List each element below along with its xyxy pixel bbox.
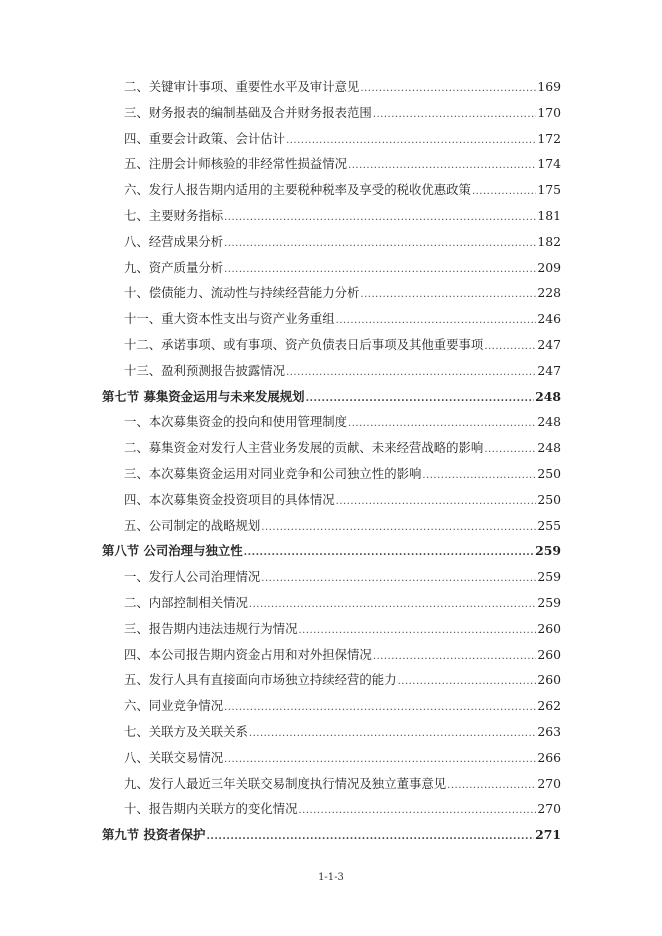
toc-entry[interactable] (102, 696, 561, 722)
toc-entry[interactable] (102, 335, 561, 361)
dot-leader (224, 238, 536, 249)
dot-leader (249, 728, 536, 739)
dot-leader (348, 160, 536, 171)
toc-entry-page: 266 (537, 749, 561, 765)
toc-entry-title: 九、发行人最近三年关联交易制度执行情况及独立董事意见 (124, 775, 447, 791)
toc-entry-title: 第七节 募集资金运用与未来发展规划 (102, 388, 305, 404)
toc-entry-title: 三、本次募集资金运用对同业竞争和公司独立性的影响 (124, 465, 422, 481)
toc-entry-title: 七、主要财务指标 (124, 207, 224, 223)
table-of-contents (102, 77, 561, 851)
dot-leader (244, 547, 535, 558)
toc-entry-page: 260 (537, 646, 561, 662)
toc-entry-title: 十、偿债能力、流动性与持续经营能力分析 (124, 285, 360, 301)
toc-entry-title: 六、发行人报告期内适用的主要税种税率及享受的税收优惠政策 (124, 182, 471, 198)
toc-entry-page: 209 (537, 259, 561, 275)
toc-entry[interactable] (102, 799, 561, 825)
dot-leader (484, 444, 536, 455)
toc-entry-page: 262 (537, 698, 561, 714)
toc-entry[interactable] (102, 722, 561, 748)
dot-leader (286, 135, 536, 146)
dot-leader (224, 702, 536, 713)
toc-entry[interactable] (102, 774, 561, 800)
dot-leader (336, 496, 537, 507)
toc-entry-page: 255 (537, 517, 561, 533)
toc-entry[interactable] (102, 412, 561, 438)
toc-entry-title: 四、本公司报告期内资金占用和对外担保情况 (124, 646, 372, 662)
toc-entry-title: 六、同业竞争情况 (124, 698, 224, 714)
toc-entry-page: 246 (537, 311, 561, 327)
toc-entry-title: 四、重要会计政策、会计估计 (124, 130, 286, 146)
toc-entry-title: 八、关联交易情况 (124, 749, 224, 765)
toc-entry[interactable] (102, 361, 561, 387)
toc-entry[interactable] (102, 438, 561, 464)
toc-section-entry[interactable] (102, 387, 561, 413)
toc-entry[interactable] (102, 154, 561, 180)
toc-entry-title: 十、报告期内关联方的变化情况 (124, 801, 298, 817)
toc-entry-page: 169 (537, 79, 561, 94)
toc-entry-title: 第九节 投资者保护 (102, 827, 206, 843)
toc-entry-title: 二、内部控制相关情况 (124, 594, 248, 610)
page-number: 1-1-3 (318, 872, 344, 883)
toc-entry-title: 十一、重大资本性支出与资产业务重组 (124, 311, 335, 327)
toc-entry-title: 十二、承诺事项、或有事项、资产负债表日后事项及其他重要事项 (124, 336, 484, 352)
toc-entry[interactable] (102, 593, 561, 619)
toc-entry[interactable] (102, 283, 561, 309)
toc-entry-title: 四、本次募集资金投资项目的具体情况 (124, 491, 335, 507)
dot-leader (306, 393, 535, 404)
dot-leader (360, 83, 536, 94)
toc-entry-page: 259 (537, 594, 561, 610)
toc-entry-page: 259 (537, 569, 561, 585)
toc-entry-title: 第八节 公司治理与独立性 (102, 543, 243, 559)
toc-entry-page: 247 (537, 362, 561, 378)
toc-entry-title: 五、注册会计师核验的非经常性损益情况 (124, 156, 348, 172)
toc-entry-title: 五、公司制定的战略规划 (124, 517, 261, 533)
dot-leader (472, 186, 536, 197)
toc-entry-title: 一、发行人公司治理情况 (124, 569, 261, 585)
dot-leader (298, 625, 536, 636)
toc-entry-page: 181 (537, 207, 561, 223)
toc-entry-page: 170 (537, 104, 561, 120)
toc-entry[interactable] (102, 309, 561, 335)
dot-leader (261, 573, 536, 584)
toc-entry-title: 一、本次募集资金的投向和使用管理制度 (124, 414, 348, 430)
toc-entry-page: 228 (537, 285, 561, 301)
toc-entry[interactable] (102, 619, 561, 645)
toc-entry[interactable] (102, 180, 561, 206)
toc-entry[interactable] (102, 129, 561, 155)
toc-entry[interactable] (102, 258, 561, 284)
toc-entry-title: 五、发行人具有直接面向市场独立持续经营的能力 (124, 672, 397, 688)
toc-entry-page: 260 (537, 620, 561, 636)
dot-leader (206, 831, 534, 842)
dot-leader (286, 367, 536, 378)
toc-entry[interactable] (102, 77, 561, 103)
toc-entry-page: 271 (535, 827, 561, 843)
toc-entry[interactable] (102, 516, 561, 542)
toc-entry-title: 三、财务报表的编制基础及合并财务报表范围 (124, 104, 372, 120)
toc-entry-title: 二、募集资金对发行人主营业务发展的贡献、未来经营战略的影响 (124, 440, 484, 456)
dot-leader (261, 522, 536, 533)
toc-entry-page: 248 (537, 440, 561, 456)
dot-leader (398, 676, 537, 687)
dot-leader (373, 651, 537, 662)
toc-entry[interactable] (102, 567, 561, 593)
toc-entry-page: 260 (537, 672, 561, 688)
toc-entry[interactable] (102, 670, 561, 696)
dot-leader (422, 470, 536, 481)
dot-leader (336, 315, 537, 326)
toc-entry-title: 七、关联方及关联关系 (124, 723, 248, 739)
toc-entry-page: 250 (537, 491, 561, 507)
dot-leader (224, 754, 536, 765)
toc-entry[interactable] (102, 645, 561, 671)
toc-entry-page: 270 (537, 801, 561, 817)
toc-entry-page: 263 (537, 723, 561, 739)
toc-entry-title: 十三、盈利预测报告披露情况 (124, 362, 286, 378)
toc-entry-title: 三、报告期内违法违规行为情况 (124, 620, 298, 636)
toc-entry-title: 二、关键审计事项、重要性水平及审计意见 (124, 79, 360, 94)
toc-entry-page: 182 (537, 233, 561, 249)
dot-leader (298, 805, 536, 816)
toc-entry-page: 248 (537, 414, 561, 430)
toc-section-entry[interactable] (102, 541, 561, 567)
dot-leader (373, 109, 537, 120)
toc-entry-page: 270 (537, 775, 561, 791)
toc-entry[interactable] (102, 490, 561, 516)
dot-leader (484, 341, 536, 352)
toc-entry-page: 248 (535, 388, 561, 404)
dot-leader (249, 599, 536, 610)
toc-entry-page: 259 (535, 543, 561, 559)
toc-entry[interactable] (102, 206, 561, 232)
toc-entry[interactable] (102, 103, 561, 129)
toc-entry[interactable] (102, 232, 561, 258)
toc-entry-page: 174 (537, 156, 561, 172)
toc-entry-page: 172 (537, 130, 561, 146)
dot-leader (360, 289, 536, 300)
toc-entry-title: 九、资产质量分析 (124, 259, 224, 275)
dot-leader (224, 212, 536, 223)
toc-section-entry[interactable] (102, 825, 561, 851)
toc-entry[interactable] (102, 748, 561, 774)
dot-leader (224, 264, 536, 275)
toc-entry-page: 175 (537, 182, 561, 198)
toc-entry-title: 八、经营成果分析 (124, 233, 224, 249)
toc-entry[interactable] (102, 464, 561, 490)
dot-leader (447, 780, 536, 791)
toc-entry-page: 250 (537, 465, 561, 481)
dot-leader (348, 418, 536, 429)
toc-entry-page: 247 (537, 336, 561, 352)
